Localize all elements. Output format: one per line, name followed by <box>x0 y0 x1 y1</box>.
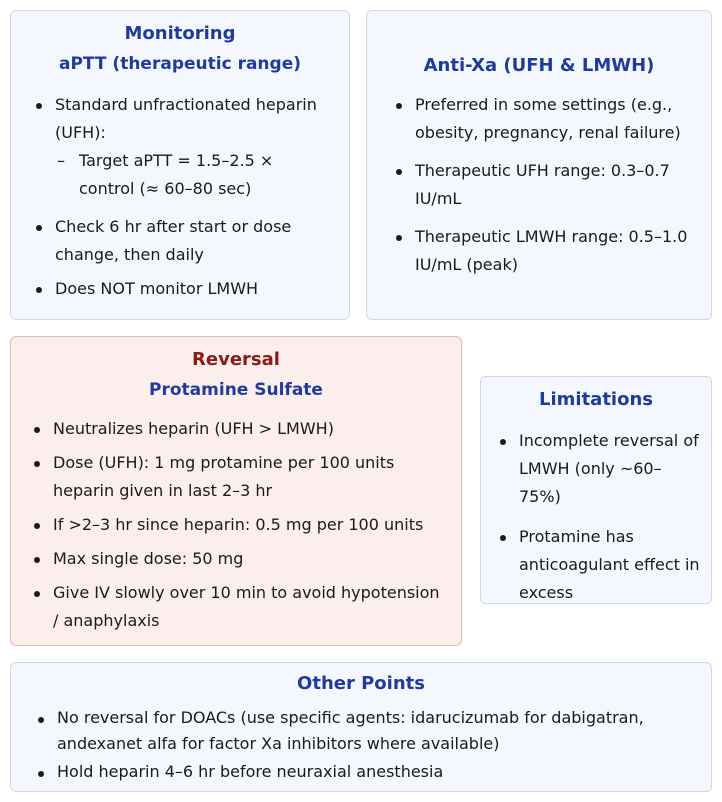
monitoring-subitem: – Target aPTT = 1.5–2.5 × control (≈ 60–80 sec) <box>55 147 331 203</box>
other-points-title: Other Points <box>297 673 425 694</box>
other-points-item: No reversal for DOACs (use specific agents: idarucizumab for dabigatran, andexanet alfa for factor Xa inhibitors where available) <box>33 705 703 757</box>
other-points-item: Hold heparin 4–6 hr before neuraxial anesthesia <box>33 759 703 785</box>
limitations-item: Incomplete reversal of LMWH (only ~60–75%) <box>495 427 703 511</box>
reversal-item: Give IV slowly over 10 min to avoid hypotension / anaphylaxis <box>29 579 449 635</box>
antixa-item: Therapeutic LMWH range: 0.5–1.0 IU/mL (peak) <box>391 223 691 279</box>
monitoring-item-text: Standard unfractionated heparin (UFH): <box>55 95 317 142</box>
monitoring-list <box>31 91 331 303</box>
monitoring-subtitle: aPTT (therapeutic range) <box>59 54 301 74</box>
other-points-card <box>10 662 712 792</box>
other-points-list <box>33 705 703 785</box>
reversal-item: Dose (UFH): 1 mg protamine per 100 units heparin given in last 2–3 hr <box>29 449 449 505</box>
limitations-card <box>480 376 712 604</box>
reversal-title: Reversal <box>192 349 280 370</box>
reversal-subtitle: Protamine Sulfate <box>149 380 323 400</box>
reversal-item: If >2–3 hr since heparin: 0.5 mg per 100 units <box>29 511 449 539</box>
reversal-list <box>29 415 449 635</box>
limitations-title: Limitations <box>539 389 653 410</box>
reversal-card <box>10 336 462 646</box>
antixa-list <box>391 91 691 279</box>
monitoring-item <box>31 91 331 203</box>
antixa-title: Anti-Xa (UFH & LMWH) <box>423 55 655 76</box>
monitoring-item: Does NOT monitor LMWH <box>31 275 331 303</box>
reversal-item: Max single dose: 50 mg <box>29 545 449 573</box>
limitations-item: Protamine has anticoagulant effect in excess <box>495 523 703 607</box>
monitoring-title: Monitoring <box>124 23 236 44</box>
antixa-item: Preferred in some settings (e.g., obesity, pregnancy, renal failure) <box>391 91 691 147</box>
antixa-card <box>366 10 712 320</box>
monitoring-card <box>10 10 350 320</box>
limitations-list <box>495 427 703 607</box>
reversal-item: Neutralizes heparin (UFH > LMWH) <box>29 415 449 443</box>
antixa-item: Therapeutic UFH range: 0.3–0.7 IU/mL <box>391 157 691 213</box>
monitoring-item: Check 6 hr after start or dose change, then daily <box>31 213 331 269</box>
